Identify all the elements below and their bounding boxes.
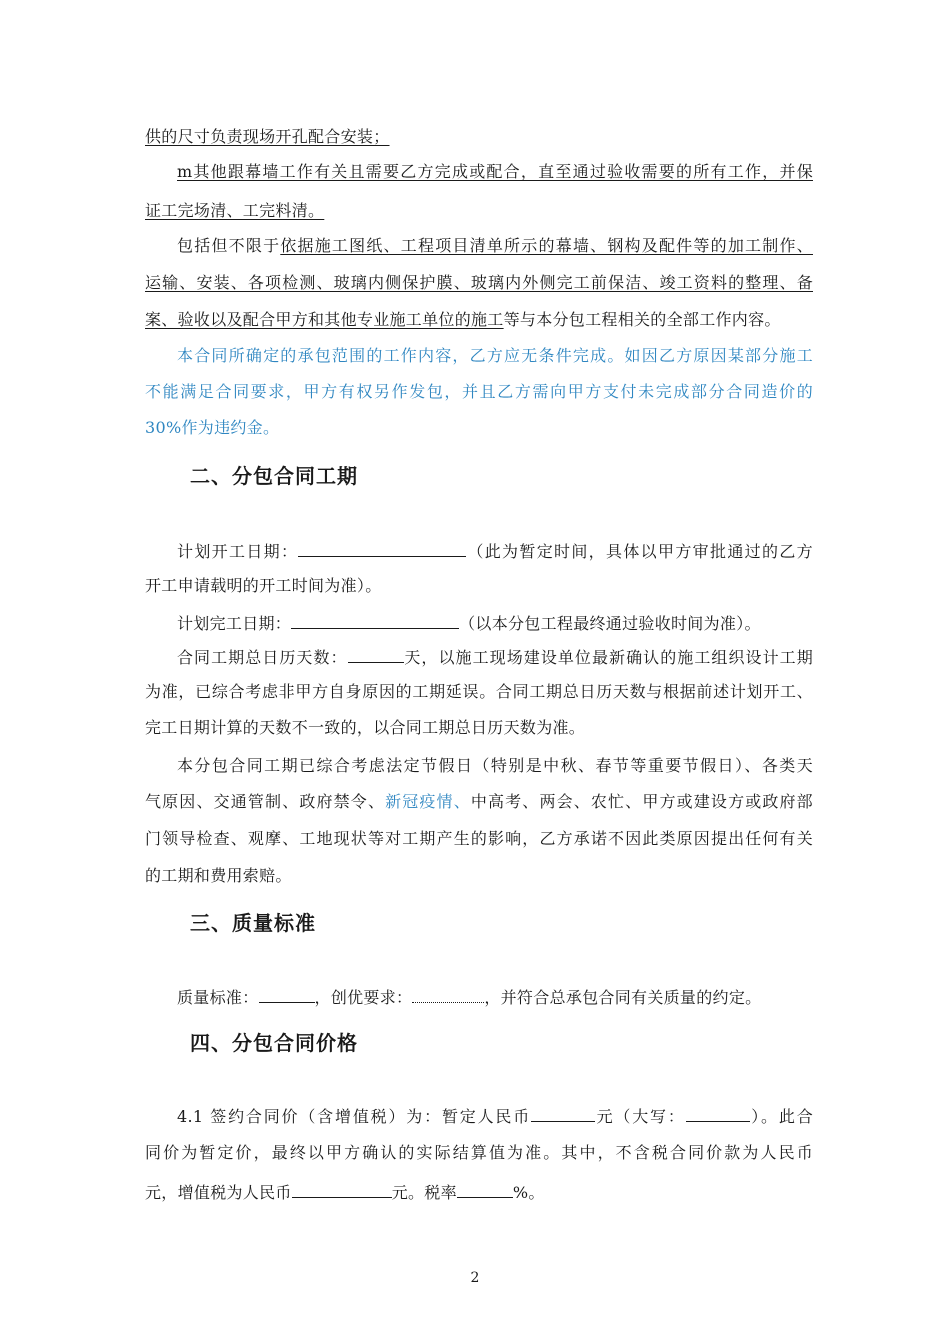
start-date-line: 开工申请载明的开工时间为准）。 xyxy=(145,576,382,595)
price-text: 元。税率 xyxy=(391,1183,457,1202)
page-number: 2 xyxy=(470,1270,480,1286)
start-date-blank xyxy=(298,539,466,557)
holiday-line: 的工期和费用索赔。 xyxy=(145,866,292,885)
section-heading: 三、质量标准 xyxy=(190,911,316,935)
m-item-line: m其他跟幕墙工作有关且需要乙方完成或配合，直至通过验收需要的所有工作，并保 xyxy=(177,162,813,181)
price-line: 同价为暂定价，最终以甲方确认的实际结算值为准。其中，不含税合同价款为人民币 xyxy=(145,1143,813,1162)
section-heading: 四、分包合同价格 xyxy=(190,1031,358,1055)
penalty-line: 本合同所确定的承包范围的工作内容，乙方应无条件完成。如因乙方原因某部分施工 xyxy=(177,346,813,365)
vat-blank xyxy=(292,1180,392,1198)
price-text: 元（大写： xyxy=(595,1107,686,1126)
quality-line xyxy=(177,985,813,1009)
penalty-line: 不能满足合同要求，甲方有权另作发包，并且乙方需向甲方支付未完成部分合同造价的 xyxy=(145,382,813,401)
holiday-text: 气原因、交通管制、政府禁令、 xyxy=(145,792,386,811)
start-date-note: （此为暂定时间，具体以甲方审批通过的乙方 xyxy=(466,542,813,561)
price-blank xyxy=(531,1104,595,1122)
start-date-label: 计划开工日期： xyxy=(177,542,299,561)
holiday-line: 门领导检查、观摩、工地现状等对工期产生的影响，乙方承诺不因此类原因提出任何有关 xyxy=(145,829,813,848)
tax-rate-blank xyxy=(457,1180,513,1198)
section-heading: 二、分包合同工期 xyxy=(190,464,358,488)
body-line: 供的尺寸负责现场开孔配合安装； xyxy=(145,127,390,146)
excellence-label: ，创优要求： xyxy=(314,988,413,1007)
price-line xyxy=(177,1104,813,1128)
price-line xyxy=(145,1180,813,1204)
scope-line xyxy=(177,235,813,257)
days-blank xyxy=(348,645,404,663)
quality-label: 质量标准： xyxy=(177,988,259,1007)
scope-underlined: 案、验收以及配合甲方和其他专业施工单位的施工 xyxy=(145,310,504,329)
days-text: 天，以施工现场建设单位最新确认的施工组织设计工期 xyxy=(403,648,813,667)
finish-date-blank xyxy=(291,611,459,629)
start-date-line xyxy=(177,539,813,563)
price-text: ）。此合 xyxy=(749,1107,813,1126)
scope-suffix: 等与本分包工程相关的全部工作内容。 xyxy=(503,310,781,329)
m-item-line: 证工完场清、工完料清。 xyxy=(145,201,325,220)
price-text: %。 xyxy=(512,1183,545,1202)
holiday-text: 中高考、两会、农忙、甲方或建设方或政府部 xyxy=(470,792,813,811)
holiday-blue-text: 新冠疫情、 xyxy=(385,792,471,811)
price-text: 4.1 签约合同价（含增值税）为：暂定人民币 xyxy=(177,1107,532,1126)
finish-date-label: 计划完工日期： xyxy=(177,614,292,633)
scope-underlined: 依据施工图纸、工程项目清单所示的幕墙、钢构及配件等的加工制作、 xyxy=(280,236,813,255)
finish-date-note: （以本分包工程最终通过验收时间为准）。 xyxy=(459,614,761,633)
quality-suffix: ，并符合总承包合同有关质量的约定。 xyxy=(484,988,762,1007)
days-line xyxy=(177,645,813,669)
holiday-line xyxy=(145,791,813,813)
days-line: 完工日期计算的天数不一致的，以合同工期总日历天数为准。 xyxy=(145,718,586,737)
days-label: 合同工期总日历天数： xyxy=(177,648,348,667)
scope-prefix: 包括但不限于 xyxy=(177,236,281,255)
holiday-line: 本分包合同工期已综合考虑法定节假日（特别是中秋、春节等重要节假日）、各类天 xyxy=(177,756,813,775)
scope-line: 运输、安装、各项检测、玻璃内侧保护膜、玻璃内外侧完工前保洁、竣工资料的整理、备 xyxy=(145,273,813,292)
quality-blank xyxy=(259,985,315,1003)
excellence-blank xyxy=(412,985,484,1003)
finish-date-line xyxy=(177,611,813,635)
price-text: 元，增值税为人民币 xyxy=(145,1183,292,1202)
penalty-line: 30%作为违约金。 xyxy=(145,418,280,437)
scope-line xyxy=(145,309,813,331)
days-line: 为准，已综合考虑非甲方自身原因的工期延误。合同工期总日历天数与根据前述计划开工、 xyxy=(145,682,813,701)
price-words-blank xyxy=(686,1104,750,1122)
